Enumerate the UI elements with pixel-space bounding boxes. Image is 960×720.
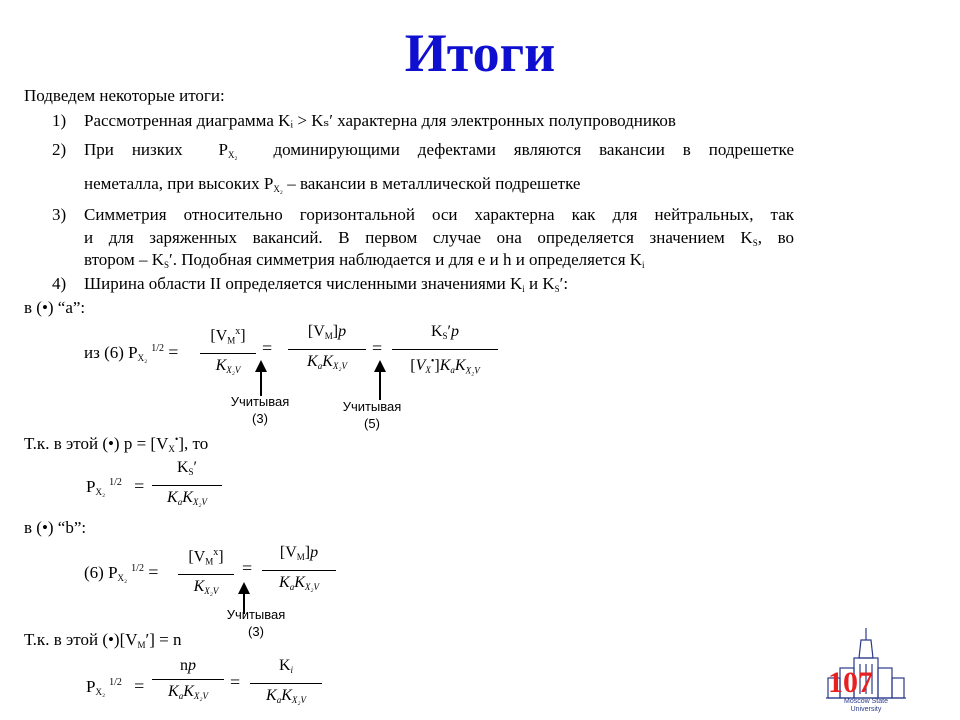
item-2-line-1: При низких $P_{X_2}$ доминирующими дефектами являются вакансии в подрешетке: [84, 140, 795, 160]
equals-sign: =: [230, 672, 241, 692]
logo-caption: Moscow State University: [844, 698, 888, 713]
case-a-lhs: из (6) $P_{X_2}^{1/2}$ =: [84, 342, 179, 363]
item-4-text: Ширина области II определяется численными значениями $K_i$ и $K_S'$:: [84, 274, 569, 294]
case-b-fraction-1: $[V_M^x]$ $K_{X_2V}$: [178, 543, 234, 601]
case-a-fraction-1: $[V_M^x]$ $K_{X_2V}$: [200, 322, 256, 380]
item-3-line-1: Симметрия относительно горизонтальной оси характерна как для нейтральных, так: [84, 205, 794, 224]
case-a-note-1: Учитывая (3): [230, 394, 290, 426]
university-logo: [826, 628, 906, 718]
case-b-label: в (•) “b”:: [24, 518, 87, 537]
result-b-fraction-1: np $K_aK_{X_2V}$: [152, 656, 224, 706]
case-a-fraction-3: $K_S'p$ $[V_X^•]K_aK_{X_2V}$: [392, 322, 498, 380]
case-a-note-2: Учитывая (5): [342, 399, 402, 431]
equals-sign: =: [372, 338, 383, 358]
case-b-note-1: Учитывая (3): [226, 607, 286, 639]
condition-a: Т.к. в этой (•) $p = [V_X^•]$, то: [24, 434, 209, 454]
item-4-num: 4): [52, 274, 67, 293]
equals-sign: =: [242, 558, 253, 578]
page-title: Итоги: [404, 23, 556, 83]
result-b-fraction-2: $K_i$ $K_aK_{X_2V}$: [250, 656, 322, 710]
item-3-line-2: и для заряженных вакансий. В первом случае она определяется значением $K_S$, во: [84, 228, 794, 248]
case-b-fraction-2: $[V_M]p$ $K_aK_{X_2V}$: [262, 543, 336, 597]
intro-text: Подведем некоторые итоги:: [24, 86, 225, 105]
item-2-num: 2): [52, 140, 67, 159]
condition-b: Т.к. в этой $(•)[V_M'] = n$: [24, 630, 182, 650]
item-3-line-3: втором – $K_S'$. Подобная симметрия наблюдается и для e и h и определяется $K_i$: [84, 250, 645, 270]
equals-sign: =: [262, 338, 273, 358]
page-number: 107: [828, 666, 873, 699]
item-2-line-2: неметалла, при высоких $P_{X_2}$ – вакансии в металлической подрешетке: [84, 174, 581, 194]
case-b-lhs: (6) $P_{X_2}^{1/2}$ =: [84, 562, 159, 583]
result-b-lhs: $P_{X_2}^{1/2}$ =: [86, 676, 145, 697]
item-1-num: 1): [52, 111, 67, 130]
case-a-label: в (•) “a”:: [24, 298, 86, 317]
case-a-fraction-2: $[V_M]p$ $K_aK_{X_2V}$: [288, 322, 366, 376]
item-1-text: Рассмотренная диаграмма Kᵢ > Kₛ′ характерна для электронных полупроводников: [84, 111, 676, 130]
result-a-lhs: $P_{X_2}^{1/2}$ =: [86, 476, 145, 497]
item-3-num: 3): [52, 205, 67, 224]
result-a-fraction: $K_S'$ $K_aK_{X_2V}$: [152, 458, 222, 512]
